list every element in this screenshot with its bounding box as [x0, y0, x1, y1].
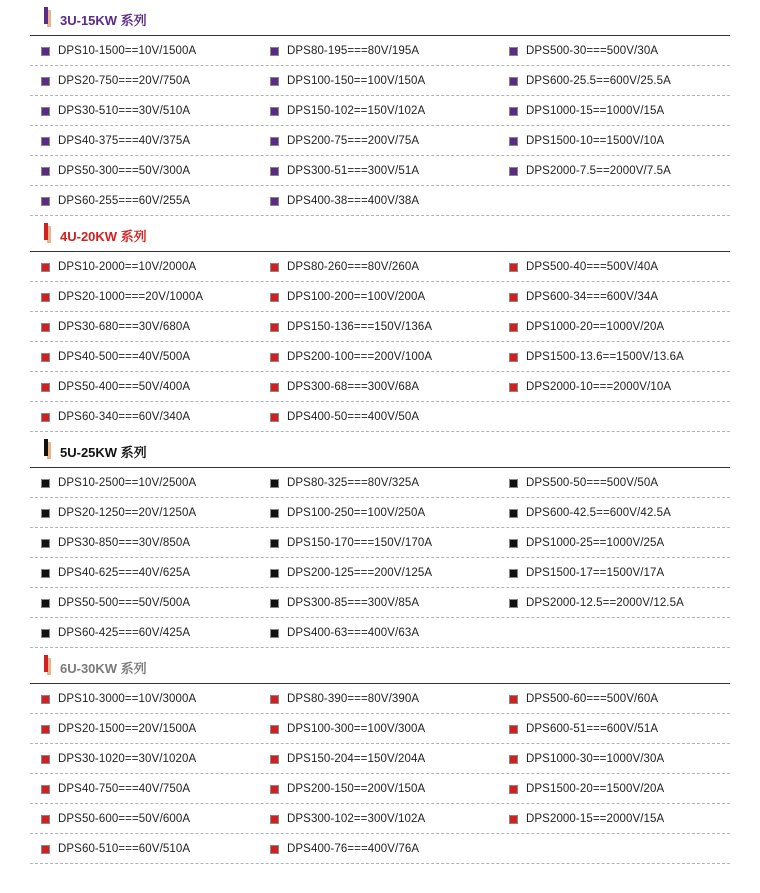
square-bullet-icon: [41, 845, 50, 854]
list-item: [41, 350, 190, 364]
model-spec: DPS150-170===150V/170A: [287, 537, 433, 549]
model-spec: DPS300-51===300V/51A: [287, 165, 420, 177]
list-item: [509, 506, 671, 520]
list-item: [270, 260, 419, 274]
list-item: [270, 164, 419, 178]
model-spec: DPS40-750===40V/750A: [58, 783, 191, 795]
model-spec: DPS50-500===50V/500A: [58, 597, 191, 609]
model-spec: DPS500-60===500V/60A: [526, 693, 659, 705]
square-bullet-icon: [41, 413, 50, 422]
model-spec: DPS30-850===30V/850A: [58, 537, 191, 549]
model-spec: DPS200-150==200V/150A: [287, 783, 426, 795]
list-item: [41, 104, 190, 118]
list-item: [270, 596, 419, 610]
list-item: [270, 320, 432, 334]
list-item: [509, 320, 664, 334]
list-item: [509, 596, 684, 610]
list-item: [270, 410, 419, 424]
list-item: [270, 350, 432, 364]
square-bullet-icon: [509, 569, 518, 578]
model-spec: DPS20-1250==20V/1250A: [58, 507, 197, 519]
square-bullet-icon: [509, 755, 518, 764]
list-item: [509, 722, 658, 736]
table-row: [30, 402, 730, 432]
list-item: [41, 692, 196, 706]
model-spec: DPS300-102==300V/102A: [287, 813, 426, 825]
model-spec: DPS400-50===400V/50A: [287, 411, 420, 423]
series-title: 5U-25KW 系列: [60, 445, 147, 460]
model-spec: DPS300-85===300V/85A: [287, 597, 420, 609]
square-bullet-icon: [270, 137, 279, 146]
model-spec: DPS100-150==100V/150A: [287, 75, 426, 87]
table-row: [30, 774, 730, 804]
square-bullet-icon: [270, 263, 279, 272]
square-bullet-icon: [41, 293, 50, 302]
model-spec: DPS1000-15==1000V/15A: [526, 105, 665, 117]
model-spec: DPS1000-25==1000V/25A: [526, 537, 665, 549]
model-spec: DPS200-125===200V/125A: [287, 567, 433, 579]
square-bullet-icon: [270, 77, 279, 86]
square-bullet-icon: [270, 353, 279, 362]
list-item: [270, 380, 419, 394]
list-item: [41, 812, 190, 826]
square-bullet-icon: [509, 167, 518, 176]
table-row: [30, 498, 730, 528]
list-item: [270, 104, 425, 118]
model-spec: DPS1000-20==1000V/20A: [526, 321, 665, 333]
list-item: [509, 290, 658, 304]
list-item: [41, 164, 190, 178]
model-spec: DPS50-400===50V/400A: [58, 381, 191, 393]
model-spec: DPS400-76===400V/76A: [287, 843, 420, 855]
list-item: [270, 566, 432, 580]
model-spec: DPS20-1000===20V/1000A: [58, 291, 204, 303]
square-bullet-icon: [41, 47, 50, 56]
square-bullet-icon: [270, 845, 279, 854]
list-item: [270, 134, 419, 148]
table-row: [30, 684, 730, 714]
model-spec: DPS600-25.5==600V/25.5A: [526, 75, 671, 87]
square-bullet-icon: [41, 263, 50, 272]
model-spec: DPS500-30===500V/30A: [526, 45, 659, 57]
model-spec: DPS150-102==150V/102A: [287, 105, 426, 117]
series-title: 6U-30KW 系列: [60, 661, 147, 676]
list-item: [270, 692, 419, 706]
series-section: [0, 432, 760, 648]
list-item: [41, 722, 196, 736]
table-row: [30, 186, 730, 216]
square-bullet-icon: [270, 509, 279, 518]
model-spec: DPS150-136===150V/136A: [287, 321, 433, 333]
list-item: [270, 842, 419, 856]
square-bullet-icon: [41, 695, 50, 704]
model-spec: DPS1500-20==1500V/20A: [526, 783, 665, 795]
square-bullet-icon: [41, 383, 50, 392]
model-spec: DPS60-510===60V/510A: [58, 843, 191, 855]
model-spec: DPS400-38===400V/38A: [287, 195, 420, 207]
model-spec: DPS10-2500==10V/2500A: [58, 477, 197, 489]
table-row: [30, 744, 730, 774]
table-row: [30, 36, 730, 66]
square-bullet-icon: [509, 599, 518, 608]
square-bullet-icon: [509, 479, 518, 488]
square-bullet-icon: [270, 197, 279, 206]
square-bullet-icon: [270, 383, 279, 392]
table-row: [30, 834, 730, 864]
list-item: [270, 44, 419, 58]
model-spec: DPS2000-15==2000V/15A: [526, 813, 665, 825]
square-bullet-icon: [270, 785, 279, 794]
square-bullet-icon: [270, 479, 279, 488]
list-item: [41, 44, 196, 58]
square-bullet-icon: [270, 539, 279, 548]
model-spec: DPS2000-10===2000V/10A: [526, 381, 672, 393]
list-item: [41, 260, 196, 274]
list-item: [509, 350, 684, 364]
series-header: [30, 432, 730, 468]
table-row: [30, 714, 730, 744]
model-spec: DPS1500-17==1500V/17A: [526, 567, 665, 579]
list-item: [41, 782, 190, 796]
model-spec: DPS50-300===50V/300A: [58, 165, 191, 177]
square-bullet-icon: [270, 815, 279, 824]
model-spec: DPS150-204==150V/204A: [287, 753, 426, 765]
list-item: [509, 692, 658, 706]
bar-marker-icon: [44, 439, 48, 456]
list-item: [41, 320, 190, 334]
list-item: [270, 290, 425, 304]
table-row: [30, 252, 730, 282]
model-spec: DPS100-250==100V/250A: [287, 507, 426, 519]
square-bullet-icon: [509, 77, 518, 86]
square-bullet-icon: [509, 695, 518, 704]
model-spec: DPS60-340===60V/340A: [58, 411, 191, 423]
series-title: 4U-20KW 系列: [60, 229, 147, 244]
model-spec: DPS600-42.5==600V/42.5A: [526, 507, 671, 519]
square-bullet-icon: [41, 167, 50, 176]
list-item: [509, 752, 664, 766]
square-bullet-icon: [270, 695, 279, 704]
model-spec: DPS1500-13.6==1500V/13.6A: [526, 351, 684, 363]
table-row: [30, 126, 730, 156]
model-spec: DPS80-325===80V/325A: [287, 477, 420, 489]
list-item: [41, 410, 190, 424]
square-bullet-icon: [41, 725, 50, 734]
list-item: [41, 506, 196, 520]
model-spec: DPS80-390===80V/390A: [287, 693, 420, 705]
square-bullet-icon: [270, 599, 279, 608]
model-spec: DPS40-625===40V/625A: [58, 567, 191, 579]
square-bullet-icon: [270, 47, 279, 56]
list-item: [509, 812, 664, 826]
model-spec: DPS300-68===300V/68A: [287, 381, 420, 393]
table-row: [30, 282, 730, 312]
model-spec: DPS30-1020==30V/1020A: [58, 753, 197, 765]
list-item: [270, 812, 425, 826]
model-spec: DPS60-425===60V/425A: [58, 627, 191, 639]
square-bullet-icon: [41, 815, 50, 824]
square-bullet-icon: [41, 629, 50, 638]
square-bullet-icon: [41, 323, 50, 332]
square-bullet-icon: [41, 107, 50, 116]
square-bullet-icon: [41, 539, 50, 548]
model-spec: DPS10-3000==10V/3000A: [58, 693, 197, 705]
square-bullet-icon: [41, 137, 50, 146]
list-item: [41, 476, 196, 490]
list-item: [509, 260, 658, 274]
table-row: [30, 342, 730, 372]
list-item: [41, 626, 190, 640]
square-bullet-icon: [41, 353, 50, 362]
series-header: [30, 648, 730, 684]
model-spec: DPS60-255===60V/255A: [58, 195, 191, 207]
list-item: [41, 134, 190, 148]
model-spec: DPS2000-7.5==2000V/7.5A: [526, 165, 671, 177]
list-item: [509, 44, 658, 58]
model-spec: DPS40-375===40V/375A: [58, 135, 191, 147]
square-bullet-icon: [270, 323, 279, 332]
model-spec: DPS600-51===600V/51A: [526, 723, 659, 735]
square-bullet-icon: [270, 629, 279, 638]
table-row: [30, 468, 730, 498]
series-header: [30, 216, 730, 252]
square-bullet-icon: [509, 725, 518, 734]
square-bullet-icon: [270, 167, 279, 176]
list-item: [509, 476, 658, 490]
model-spec: DPS500-40===500V/40A: [526, 261, 659, 273]
square-bullet-icon: [509, 785, 518, 794]
square-bullet-icon: [41, 509, 50, 518]
series-section: [0, 0, 760, 216]
list-item: [270, 752, 425, 766]
list-item: [41, 290, 203, 304]
list-item: [41, 74, 190, 88]
square-bullet-icon: [41, 755, 50, 764]
model-spec: DPS500-50===500V/50A: [526, 477, 659, 489]
table-row: [30, 312, 730, 342]
square-bullet-icon: [509, 107, 518, 116]
list-item: [270, 506, 425, 520]
model-spec: DPS200-75===200V/75A: [287, 135, 420, 147]
square-bullet-icon: [41, 479, 50, 488]
list-item: [270, 476, 419, 490]
model-spec: DPS80-260===80V/260A: [287, 261, 420, 273]
square-bullet-icon: [270, 107, 279, 116]
model-spec: DPS200-100===200V/100A: [287, 351, 433, 363]
bar-marker-icon: [44, 7, 48, 24]
table-row: [30, 558, 730, 588]
list-item: [509, 380, 671, 394]
list-item: [270, 782, 425, 796]
model-spec: DPS20-1500==20V/1500A: [58, 723, 197, 735]
list-item: [509, 104, 664, 118]
square-bullet-icon: [509, 539, 518, 548]
square-bullet-icon: [509, 263, 518, 272]
series-section: [0, 216, 760, 432]
list-item: [270, 194, 419, 208]
model-spec: DPS400-63===400V/63A: [287, 627, 420, 639]
table-row: [30, 66, 730, 96]
list-item: [509, 566, 664, 580]
list-item: [41, 566, 190, 580]
list-item: [41, 380, 190, 394]
model-spec: DPS1000-30==1000V/30A: [526, 753, 665, 765]
square-bullet-icon: [509, 509, 518, 518]
series-title: 3U-15KW 系列: [60, 13, 147, 28]
table-row: [30, 372, 730, 402]
square-bullet-icon: [509, 293, 518, 302]
square-bullet-icon: [509, 383, 518, 392]
square-bullet-icon: [509, 353, 518, 362]
model-spec: DPS80-195===80V/195A: [287, 45, 420, 57]
list-item: [509, 74, 671, 88]
list-item: [41, 752, 196, 766]
square-bullet-icon: [270, 725, 279, 734]
list-item: [41, 596, 190, 610]
list-item: [509, 164, 671, 178]
square-bullet-icon: [270, 569, 279, 578]
list-item: [41, 536, 190, 550]
model-spec: DPS50-600===50V/600A: [58, 813, 191, 825]
square-bullet-icon: [41, 569, 50, 578]
table-row: [30, 804, 730, 834]
model-spec: DPS30-510===30V/510A: [58, 105, 191, 117]
list-item: [41, 194, 190, 208]
model-spec: DPS10-1500==10V/1500A: [58, 45, 197, 57]
model-spec: DPS1500-10==1500V/10A: [526, 135, 665, 147]
list-item: [270, 722, 425, 736]
list-item: [509, 134, 664, 148]
series-header: [30, 0, 730, 36]
square-bullet-icon: [509, 815, 518, 824]
list-item: [270, 626, 419, 640]
list-item: [270, 74, 425, 88]
model-spec: DPS30-680===30V/680A: [58, 321, 191, 333]
model-spec: DPS20-750===20V/750A: [58, 75, 191, 87]
model-spec: DPS10-2000==10V/2000A: [58, 261, 197, 273]
list-item: [509, 782, 664, 796]
model-spec: DPS100-200==100V/200A: [287, 291, 426, 303]
square-bullet-icon: [270, 755, 279, 764]
square-bullet-icon: [270, 293, 279, 302]
table-row: [30, 588, 730, 618]
square-bullet-icon: [509, 137, 518, 146]
table-row: [30, 618, 730, 648]
model-spec: DPS600-34===600V/34A: [526, 291, 659, 303]
table-row: [30, 96, 730, 126]
square-bullet-icon: [41, 785, 50, 794]
bar-marker-icon: [44, 655, 48, 672]
series-section: [0, 648, 760, 864]
square-bullet-icon: [41, 599, 50, 608]
square-bullet-icon: [509, 47, 518, 56]
model-spec: DPS100-300==100V/300A: [287, 723, 426, 735]
list-item: [509, 536, 664, 550]
square-bullet-icon: [41, 77, 50, 86]
square-bullet-icon: [270, 413, 279, 422]
model-spec: DPS40-500===40V/500A: [58, 351, 191, 363]
square-bullet-icon: [41, 197, 50, 206]
table-row: [30, 528, 730, 558]
bar-marker-icon: [44, 223, 48, 240]
square-bullet-icon: [509, 323, 518, 332]
list-item: [270, 536, 432, 550]
table-row: [30, 156, 730, 186]
list-item: [41, 842, 190, 856]
model-spec: DPS2000-12.5==2000V/12.5A: [526, 597, 684, 609]
